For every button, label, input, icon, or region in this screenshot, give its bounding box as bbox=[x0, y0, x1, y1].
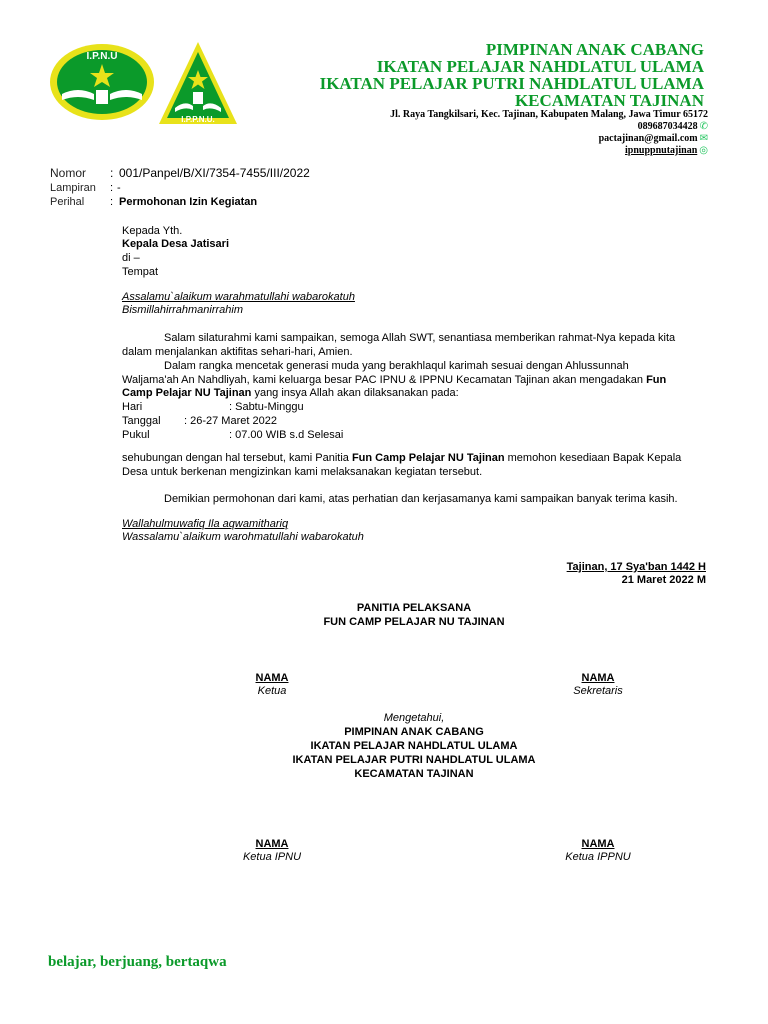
lampiran-label: Lampiran bbox=[50, 182, 96, 194]
org-line-3: IKATAN PELAJAR PUTRI NAHDLATUL ULAMA bbox=[319, 74, 704, 93]
p1-line-2: dalam menjalankan aktifitas sehari-hari, Amien. bbox=[122, 346, 353, 358]
org-line-4: KECAMATAN TAJINAN bbox=[514, 91, 704, 110]
p3-line-1 bbox=[122, 451, 681, 465]
org-line-2: IKATAN PELAJAR NAHDLATUL ULAMA bbox=[376, 57, 704, 76]
tanggal-label: Tanggal bbox=[122, 415, 161, 427]
bismillah: Bismillahirrahmanirrahim bbox=[122, 304, 244, 316]
email-contact bbox=[599, 133, 708, 144]
lampiran-colon: : bbox=[110, 182, 114, 194]
motto: belajar, berjuang, bertaqwa bbox=[48, 954, 227, 970]
p2-event-name-start: Fun bbox=[646, 374, 667, 386]
p2-line-1: Dalam rangka mencetak generasi muda yang berakhlaqul karimah sesuai dengan Ahlussunnah bbox=[164, 360, 629, 372]
pac-line-1: PIMPINAN ANAK CABANG bbox=[344, 726, 484, 738]
ketua-ippnu-role: Ketua IPPNU bbox=[565, 851, 631, 863]
ketua-ipnu-role: Ketua IPNU bbox=[242, 851, 302, 863]
phone-contact bbox=[638, 121, 708, 132]
mengetahui: Mengetahui, bbox=[383, 712, 445, 724]
p1-line-1: Salam silaturahmi kami sampaikan, semoga Allah SWT, senantiasa memberikan rahmat-Nya kepada kita bbox=[164, 332, 676, 344]
tanggal-value: : 26-27 Maret 2022 bbox=[184, 415, 277, 427]
ketua-ippnu-name: NAMA bbox=[581, 838, 615, 850]
sekretaris-role: Sekretaris bbox=[573, 685, 623, 697]
salam-opening: Assalamu`alaikum warahmatullahi wabarokatuh bbox=[122, 291, 355, 303]
hari-label: Hari bbox=[122, 401, 143, 413]
p2-event-name-end: Camp Pelajar NU Tajinan bbox=[122, 387, 252, 399]
pukul-label: Pukul bbox=[122, 429, 150, 441]
sekretaris-name: NAMA bbox=[581, 672, 615, 684]
pac-line-4: KECAMATAN TAJINAN bbox=[354, 768, 474, 780]
ipnu-logo-text: I.P.N.U bbox=[86, 51, 118, 62]
recipient-line-4: Tempat bbox=[122, 266, 159, 278]
p3-text-c: memohon kesediaan Bapak Kepala bbox=[507, 452, 682, 464]
p2-line-2-text: Waljama'ah An Nahdliyah, kami keluarga besar PAC IPNU & IPPNU Kecamatan Tajinan akan mengadakan bbox=[122, 374, 644, 386]
ketua-name: NAMA bbox=[255, 672, 289, 684]
recipient-name: Kepala Desa Jatisari bbox=[122, 238, 230, 250]
panitia-title-1: PANITIA PELAKSANA bbox=[356, 602, 472, 614]
p2-line-2 bbox=[122, 373, 666, 387]
address-text: Jl. Raya Tangkilsari, Kec. Tajinan, Kabupaten Malang, Jawa Timur 65172 bbox=[390, 109, 708, 120]
nomor-label: Nomor bbox=[50, 166, 87, 180]
nomor-colon: : bbox=[110, 166, 114, 180]
email-address: pactajinan@gmail.com bbox=[598, 133, 698, 144]
social-contact bbox=[625, 145, 708, 156]
social-handle: ipnuppnutajinan bbox=[624, 145, 698, 156]
org-line-1: PIMPINAN ANAK CABANG bbox=[485, 40, 704, 59]
date-hijri: Tajinan, 17 Sya'ban 1442 H bbox=[566, 561, 706, 573]
date-masehi: 21 Maret 2022 M bbox=[621, 574, 706, 586]
ketua-role: Ketua bbox=[257, 685, 287, 697]
ippnu-logo-text: I.P.P.N.U. bbox=[181, 115, 215, 124]
hari-value: : Sabtu-Minggu bbox=[229, 401, 304, 413]
p3-event-name: Fun Camp Pelajar NU Tajinan bbox=[351, 452, 505, 464]
perihal-colon: : bbox=[110, 196, 114, 208]
lampiran-value: - bbox=[117, 182, 121, 194]
mail-icon: ✉ bbox=[699, 133, 708, 144]
p2-line-3-text: yang insya Allah akan dilaksanakan pada: bbox=[251, 387, 459, 399]
recipient-line-3: di – bbox=[122, 252, 140, 264]
p3-text-a: sehubungan dengan hal tersebut, kami Panitia bbox=[122, 452, 349, 464]
instagram-icon: ◎ bbox=[699, 145, 708, 156]
pac-line-3: IKATAN PELAJAR PUTRI NAHDLATUL ULAMA bbox=[292, 754, 536, 766]
p4: Demikian permohonan dari kami, atas perhatian dan kerjasamanya kami sampaikan banyak terima kasih. bbox=[164, 493, 678, 505]
wallahul: Wallahulmuwafiq Ila aqwamithariq bbox=[122, 518, 289, 530]
wassalam: Wassalamu`alaikum warohmatullahi wabarokatuh bbox=[122, 531, 364, 543]
pac-line-2: IKATAN PELAJAR NAHDLATUL ULAMA bbox=[310, 740, 518, 752]
ippnu-logo bbox=[157, 40, 239, 130]
ketua-ipnu-name: NAMA bbox=[255, 838, 289, 850]
pukul-value: : 07.00 WIB s.d Selesai bbox=[229, 429, 344, 441]
phone-number: 089687034428 bbox=[637, 121, 698, 132]
recipient-line-1: Kepada Yth. bbox=[122, 225, 183, 237]
panitia-title-2: FUN CAMP PELAJAR NU TAJINAN bbox=[323, 616, 505, 628]
perihal-value: Permohonan Izin Kegiatan bbox=[119, 196, 258, 208]
nomor-value: 001/Panpel/B/XI/7354-7455/III/2022 bbox=[119, 166, 310, 180]
perihal-label: Perihal bbox=[50, 196, 85, 208]
p3-line-2: Desa untuk berkenan mengizinkan kami melaksanakan kegiatan tersebut. bbox=[122, 466, 483, 478]
ipnu-logo bbox=[48, 42, 156, 122]
whatsapp-icon: ✆ bbox=[699, 121, 708, 132]
p2-line-3 bbox=[122, 386, 459, 400]
